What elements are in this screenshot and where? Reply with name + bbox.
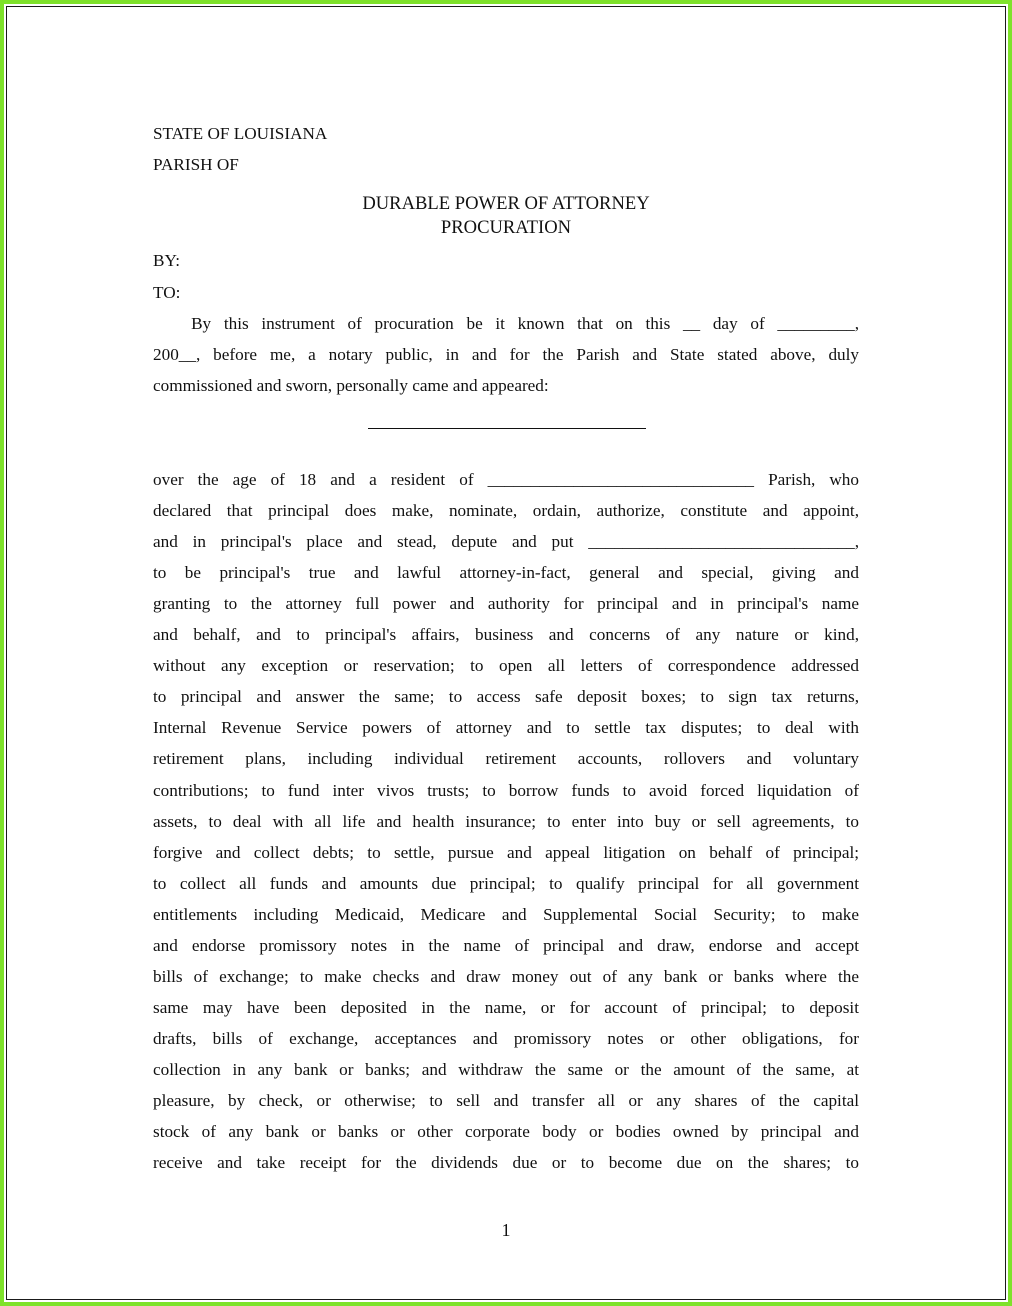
body-line: and in principal's place and stead, depute and put _______________________________, bbox=[153, 532, 859, 552]
body-line: to principal and answer the same; to access safe deposit boxes; to sign tax returns, bbox=[153, 687, 859, 707]
body-line: collection in any bank or banks; and withdraw the same or the amount of the same, at bbox=[153, 1059, 859, 1079]
by-label: BY: bbox=[153, 251, 181, 270]
to-label: TO: bbox=[153, 283, 181, 302]
body-line: contributions; to fund inter vivos trusts; to borrow funds to avoid forced liquidation of bbox=[153, 780, 859, 800]
state-heading: STATE OF LOUISIANA bbox=[153, 124, 328, 143]
body-line: stock of any bank or banks or other corporate body or bodies owned by principal and bbox=[153, 1122, 859, 1142]
body-line: receive and take receipt for the dividends due or to become due on the shares; to bbox=[153, 1153, 859, 1173]
body-line: assets, to deal with all life and health insurance; to enter into buy or sell agreements, to bbox=[153, 811, 859, 831]
body-line: pleasure, by check, or otherwise; to sell and transfer all or any shares of the capital bbox=[153, 1091, 859, 1110]
body-line: Internal Revenue Service powers of attorney and to settle tax disputes; to deal with bbox=[153, 718, 859, 738]
body-line: granting to the attorney full power and authority for principal and in principal's name bbox=[153, 594, 859, 614]
intro-line: 200__, before me, a notary public, in and for the Parish and State stated above, duly bbox=[153, 345, 859, 364]
body-line: and endorse promissory notes in the name of principal and draw, endorse and accept bbox=[153, 935, 859, 955]
body-line: bills of exchange; to make checks and draw money out of any bank or banks where the bbox=[153, 966, 859, 986]
appearer-signature-blank bbox=[368, 428, 646, 429]
body-line: to be principal's true and lawful attorney-in-fact, general and special, giving and bbox=[153, 563, 859, 583]
body-line: over the age of 18 and a resident of _______________________________ Parish, who bbox=[153, 470, 859, 489]
body-line: and behalf, and to principal's affairs, business and concerns of any nature or kind, bbox=[153, 625, 859, 645]
parish-heading: PARISH OF bbox=[153, 155, 239, 174]
document-title: DURABLE POWER OF ATTORNEY bbox=[362, 193, 650, 214]
body-line: forgive and collect debts; to settle, pursue and appeal litigation on behalf of principal; bbox=[153, 842, 859, 862]
body-line: retirement plans, including individual retirement accounts, rollovers and voluntary bbox=[153, 749, 859, 769]
page-number: 1 bbox=[501, 1220, 511, 1240]
body-line: same may have been deposited in the name, or for account of principal; to deposit bbox=[153, 997, 859, 1017]
body-line: without any exception or reservation; to open all letters of correspondence addressed bbox=[153, 656, 859, 676]
intro-line: By this instrument of procuration be it known that on this __ day of _________, bbox=[153, 314, 859, 333]
document-subtitle: PROCURATION bbox=[440, 217, 572, 238]
body-line: to collect all funds and amounts due principal; to qualify principal for all government bbox=[153, 873, 859, 893]
body-line: entitlements including Medicaid, Medicare and Supplemental Social Security; to make bbox=[153, 904, 859, 924]
intro-line: commissioned and sworn, personally came and appeared: bbox=[153, 376, 549, 395]
body-line: drafts, bills of exchange, acceptances and promissory notes or other obligations, for bbox=[153, 1028, 859, 1048]
body-line: declared that principal does make, nominate, ordain, authorize, constitute and appoint, bbox=[153, 501, 859, 521]
